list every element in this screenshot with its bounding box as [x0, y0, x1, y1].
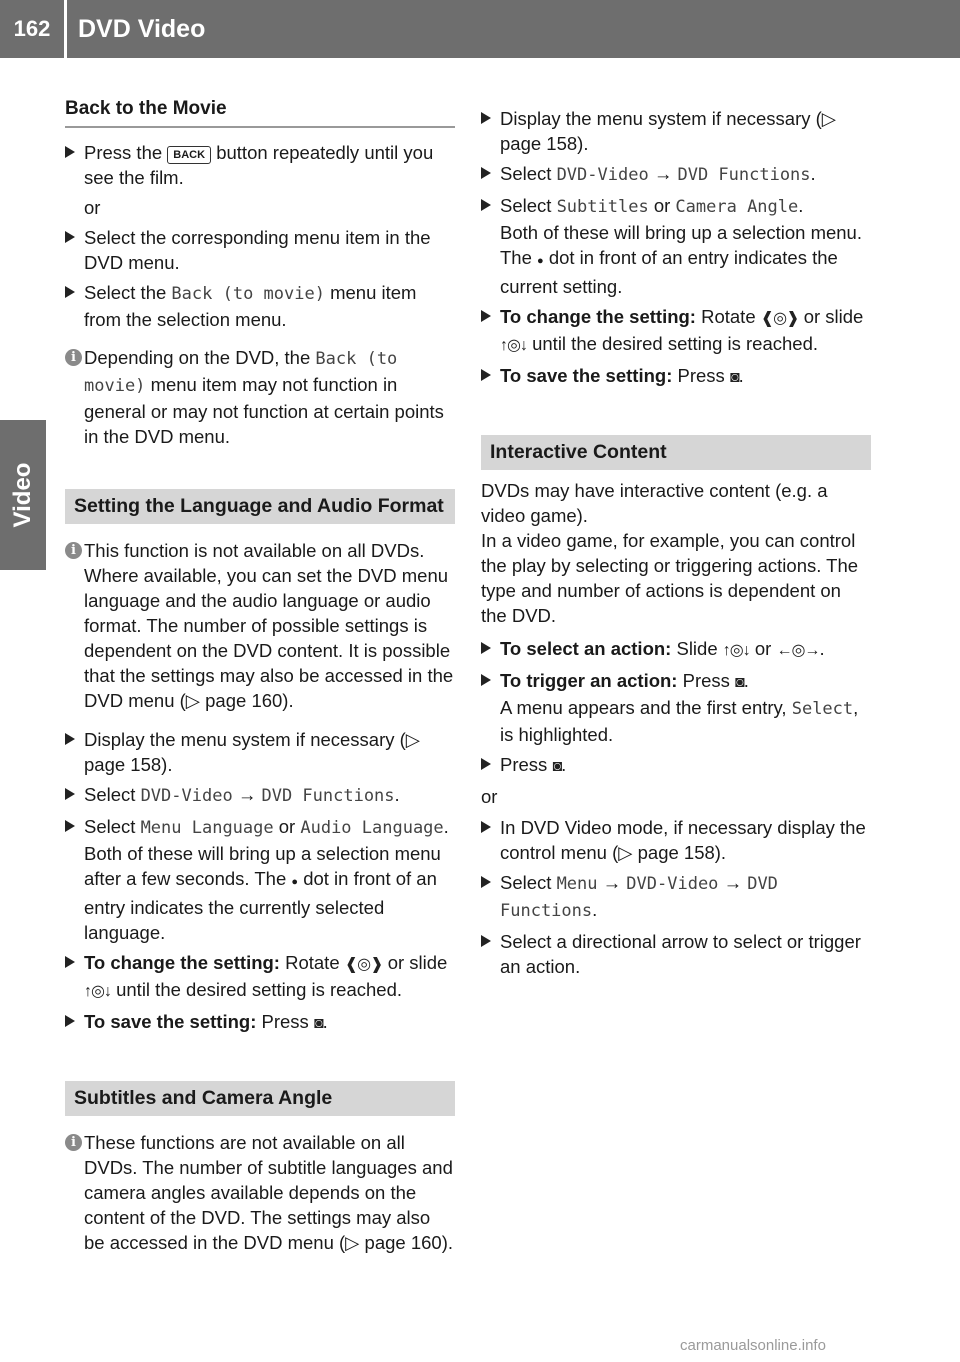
slide-horizontal-icon: ←◎→: [776, 642, 820, 659]
step-text: until the desired setting is reached.: [532, 333, 819, 354]
step-arrow-icon: [65, 733, 75, 745]
step-select-back-to-movie: [65, 280, 455, 332]
section-title-back-to-movie: Back to the Movie: [65, 96, 455, 128]
step-text: until the desired setting is reached.: [116, 979, 403, 1000]
step-text: or: [278, 816, 296, 837]
step-text: Press: [682, 670, 730, 691]
press-controller-icon: ◙: [552, 758, 562, 775]
or-text: or: [84, 197, 101, 218]
slide-controller-icon: ↑◎↓: [500, 337, 527, 354]
info-icon: i: [65, 1134, 82, 1151]
step-change-setting: [65, 950, 455, 1004]
slide-vertical-icon: ↑◎↓: [722, 642, 750, 659]
slide-controller-icon: ↑◎↓: [84, 983, 111, 1000]
step-text: or slide: [387, 952, 448, 973]
step-arrow-icon: [65, 231, 75, 243]
punct: .: [561, 754, 567, 775]
step-save-setting-2: [481, 363, 871, 390]
step-select-subtitles: [481, 193, 871, 299]
step-press-back: [65, 140, 455, 220]
step-text: Select: [500, 195, 552, 216]
step-text: Select a directional arrow to select or trigger an action.: [500, 931, 861, 977]
step-text: A menu appears and the first entry,: [500, 697, 787, 718]
step-select-action: [481, 636, 871, 663]
menu-item-code: Subtitles: [556, 197, 649, 217]
step-text: Press: [500, 754, 548, 775]
step-label: To change the setting:: [84, 952, 280, 973]
step-select-dvd-functions: [65, 782, 455, 809]
step-arrow-icon: [481, 642, 491, 654]
press-controller-icon: ◙: [729, 369, 739, 386]
step-text: or slide: [803, 306, 864, 327]
punct: .: [743, 670, 749, 691]
section-title-language: Setting the Language and Audio Format: [65, 489, 455, 524]
info-note-subtitles: [65, 1130, 455, 1255]
step-arrow-icon: [481, 674, 491, 686]
section-title-subtitles: Subtitles and Camera Angle: [65, 1081, 455, 1116]
right-column: [481, 92, 871, 984]
step-text: , is highlighted.: [500, 697, 859, 745]
menu-arrow: →: [653, 163, 673, 184]
menu-arrow: →: [602, 872, 622, 893]
punct: .: [443, 816, 449, 837]
step-text: Display the menu system if necessary (▷ page 158).: [500, 108, 837, 154]
or-text: or: [481, 786, 498, 807]
step-label: To change the setting:: [500, 306, 696, 327]
step-text: Select: [500, 163, 552, 184]
selected-dot-icon: ●: [537, 255, 544, 267]
menu-item-code: DVD-Video: [140, 786, 233, 806]
menu-item-code: DVD Functions: [261, 786, 395, 806]
step-text: or: [754, 638, 772, 659]
info-icon: i: [65, 542, 82, 559]
step-text: In DVD Video mode, if necessary display the control menu (▷ page 158).: [500, 817, 866, 863]
step-arrow-icon: [481, 199, 491, 211]
info-note-back: [65, 345, 455, 449]
step-label: To save the setting:: [500, 365, 673, 386]
info-icon: i: [65, 349, 82, 366]
selected-dot-icon: ●: [291, 876, 299, 888]
step-arrow-icon: [65, 286, 75, 298]
page-number: 162: [13, 16, 51, 41]
step-text: Both of these will bring up a selection menu after a few seconds. The: [84, 843, 441, 889]
punct: .: [798, 195, 804, 216]
step-label: To save the setting:: [84, 1011, 257, 1032]
info-text: Depending on the DVD, the: [84, 347, 311, 368]
chapter-title: DVD Video: [78, 15, 206, 43]
menu-item-code: Camera Angle: [675, 197, 799, 217]
step-arrow-icon: [481, 876, 491, 888]
step-select-arrow: [481, 929, 871, 979]
punct: .: [322, 1011, 328, 1032]
step-text: Rotate: [285, 952, 340, 973]
menu-item-code: DVD Functions: [500, 874, 778, 921]
press-controller-icon: ◙: [313, 1015, 323, 1032]
step-arrow-icon: [65, 820, 75, 832]
step-text: button repeatedly until you see the film.: [84, 142, 434, 188]
left-column: [65, 92, 455, 1255]
step-text: Select: [500, 872, 552, 893]
step-arrow-icon: [481, 167, 491, 179]
step-press: [481, 752, 871, 779]
punct: .: [592, 899, 598, 920]
step-save-setting: [65, 1009, 455, 1036]
interactive-description: In a video game, for example, you can control the play by selecting or triggering actions. The type and number of actions is dependent on the DVD.: [481, 530, 859, 626]
step-arrow-icon: [481, 935, 491, 947]
punct: .: [819, 638, 825, 659]
menu-item-code: DVD Functions: [677, 165, 811, 185]
step-arrow-icon: [481, 821, 491, 833]
side-tab-label: Video: [9, 462, 36, 528]
menu-item-code: DVD-Video: [626, 874, 719, 894]
press-controller-icon: ◙: [735, 674, 744, 691]
step-text: Display the menu system if necessary (▷ page 158).: [84, 729, 421, 775]
info-text: These functions are not available on all DVDs. The number of subtitle languages and camera angles available depends on the content of the DVD. The settings may also be accessed in the DVD menu (▷ page 160).: [84, 1132, 454, 1253]
side-tab-label-wrap: [0, 420, 46, 570]
step-trigger-action: [481, 668, 871, 747]
menu-item-code: Back (to movie): [84, 349, 398, 396]
menu-item-code: Back (to movie): [171, 284, 325, 304]
menu-item-code: Menu: [556, 874, 598, 894]
menu-item-code: Menu Language: [140, 818, 274, 838]
menu-arrow: →: [723, 872, 743, 893]
interactive-intro: DVDs may have interactive content (e.g. a video game).: [481, 480, 828, 526]
step-arrow-icon: [481, 112, 491, 124]
step-text: Press: [261, 1011, 309, 1032]
step-display-menu-2: [481, 106, 871, 156]
step-arrow-icon: [65, 956, 75, 968]
step-text: Select: [84, 784, 136, 805]
step-text: Slide: [676, 638, 718, 659]
header-divider: [64, 0, 67, 58]
info-note-language: [65, 538, 455, 713]
step-text: Select the: [84, 282, 167, 303]
step-display-menu: [65, 727, 455, 777]
step-arrow-icon: [65, 146, 75, 158]
rotate-controller-icon: ❰◎❱: [760, 310, 799, 327]
info-text: menu item may not function in general or may not function at certain points in the DVD menu.: [84, 374, 444, 447]
back-key-icon: BACK: [167, 146, 211, 164]
step-text: dot in front of an entry indicates the current setting.: [500, 247, 838, 297]
step-arrow-icon: [481, 310, 491, 322]
rotate-controller-icon: ❰◎❱: [344, 956, 383, 973]
step-select-menu-path: [481, 870, 871, 924]
menu-item-code: Audio Language: [300, 818, 444, 838]
step-arrow-icon: [481, 758, 491, 770]
step-text: menu item from the selection menu.: [84, 282, 417, 330]
step-text: Rotate: [701, 306, 756, 327]
step-arrow-icon: [65, 1015, 75, 1027]
step-display-control-menu: [481, 815, 871, 865]
punct: .: [394, 784, 400, 805]
step-text: Select: [84, 816, 136, 837]
step-label: To trigger an action:: [500, 670, 678, 691]
step-text: or: [653, 195, 671, 216]
step-text: Both of these will bring up a selection menu. The: [500, 222, 862, 268]
step-arrow-icon: [65, 788, 75, 800]
step-arrow-icon: [481, 369, 491, 381]
step-label: To select an action:: [500, 638, 672, 659]
step-select-dvd-functions-2: [481, 161, 871, 188]
step-select-language: [65, 814, 455, 945]
section-title-interactive: Interactive Content: [481, 435, 871, 470]
watermark: carmanualsonline.info: [680, 1337, 826, 1354]
menu-arrow: →: [237, 784, 257, 805]
step-text: Press the: [84, 142, 163, 163]
step-text: dot in front of an entry indicates the currently selected language.: [84, 868, 437, 943]
step-select-menu-item: [65, 225, 455, 275]
menu-item-code: DVD-Video: [556, 165, 649, 185]
step-text: Select the corresponding menu item in the DVD menu.: [84, 227, 431, 273]
step-change-setting-2: [481, 304, 871, 358]
punct: .: [810, 163, 816, 184]
menu-item-code: Select: [791, 699, 854, 719]
info-text: This function is not available on all DVDs. Where available, you can set the DVD menu language and the audio language or audio format. The number of possible settings is dependent on the DVD content. It is possible that the settings may also be accessed in the DVD menu (▷ page 160).: [84, 540, 454, 711]
punct: .: [738, 365, 744, 386]
step-text: Press: [677, 365, 725, 386]
